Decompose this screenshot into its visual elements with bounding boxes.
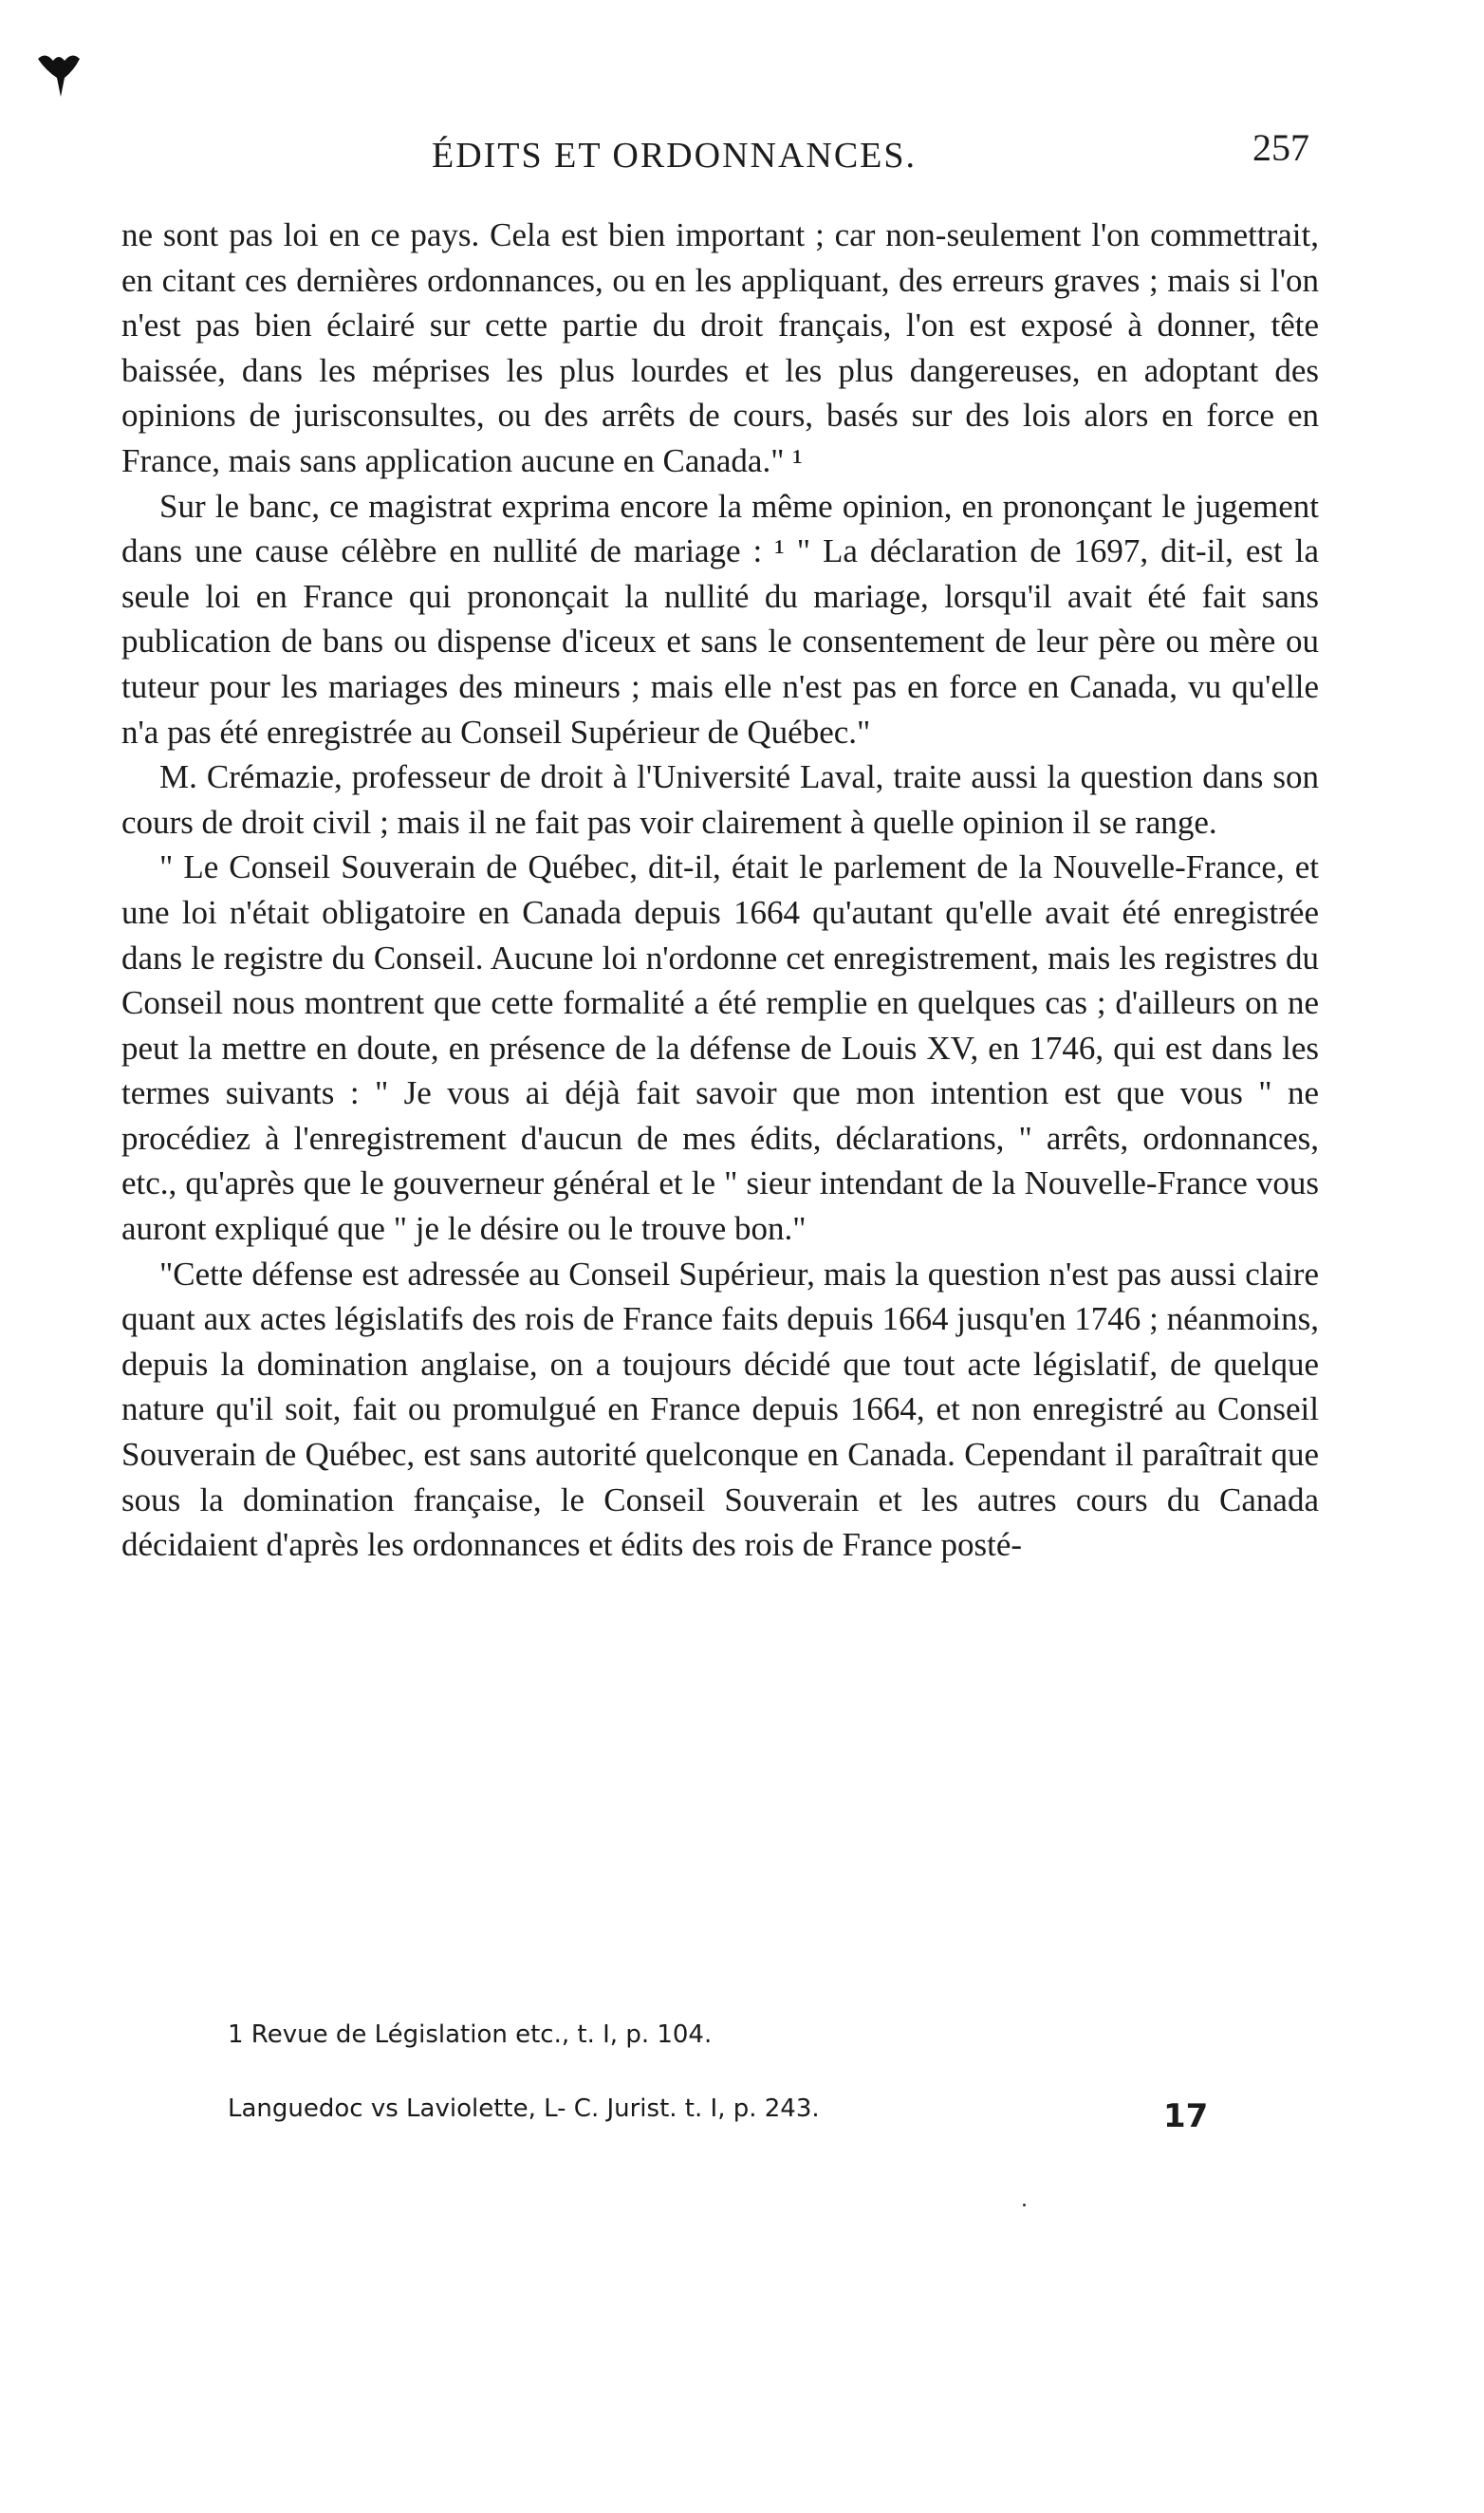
paragraph: " Le Conseil Souverain de Québec, dit-il, était le parlement de la Nouvelle-France, et une loi n'était obligatoire en Canada depuis 1664 qu'autant qu'elle avait été enregistrée dans le registre du Conseil. Aucune loi n'ordonne cet enregistrement, mais les registres du Conseil nous montrent que cette formalité a été remplie en quelques cas ; d'ailleurs on ne peut la mettre en doute, en présence de la défense de Louis XV, en 1746, qui est dans les termes suivants : " Je vous ai déjà fait savoir que mon intention est que vous " ne procédiez à l'enregistrement d'aucun de mes édits, déclarations, " arrêts, ordonnances, etc., qu'après que le gouverneur général et le " sieur intendant de la Nouvelle-France vous auront expliqué que " je le désire ou le trouve bon." <box>121 848 1319 1248</box>
page-number: 257 <box>1252 126 1309 169</box>
printer-ornament-icon <box>36 49 82 106</box>
running-head <box>142 126 1309 192</box>
paper-speck <box>1023 2204 1026 2206</box>
paragraph: M. Crémazie, professeur de droit à l'Université Laval, traite aussi la question dans son cours de droit civil ; mais il ne fait pas voir clairement à quelle opinion il se range. <box>121 758 1319 841</box>
paragraph: "Cette défense est adressée au Conseil Supérieur, mais la question n'est pas aussi claire quant aux actes législatifs des rois de France faits depuis 1664 jusqu'en 1746 ; néanmoins, depuis la domination anglaise, on a toujours décidé que tout acte législatif, de quelque nature qu'il soit, fait ou promulgué en France depuis 1664, et non enregistré au Conseil Souverain de Québec, est sans autorité quelconque en Canada. Cependant il paraîtrait que sous la domination française, le Conseil Souverain et les autres cours du Canada décidaient d'après les ordonnances et édits des rois de France posté- <box>121 1255 1319 1564</box>
paragraph: Sur le banc, ce magistrat exprima encore la même opinion, en prononçant le jugement dans une cause célèbre en nullité de mariage : ¹ " La déclaration de 1697, dit-il, est la seule loi en France qui prononçait la nullité du mariage, lorsqu'il avait été fait sans publication de bans ou dispense d'iceux et sans le consentement de leur père ou mère ou tuteur pour les mariages des mineurs ; mais elle n'est pas en force en Canada, vu qu'elle n'a pas été enregistrée au Conseil Supérieur de Québec." <box>121 487 1319 751</box>
body-text <box>121 213 1319 1568</box>
paragraph: ne sont pas loi en ce pays. Cela est bien important ; car non-seulement l'on commettrait, en citant ces dernières ordonnances, ou en les appliquant, des erreurs graves ; mais si l'on n'est pas bien éclairé sur cette partie du droit français, l'on est exposé à donner, tête baissée, dans les méprises les plus lourdes et les plus dangereuses, en adoptant des opinions de jurisconsultes, ou des arrêts de cours, basés sur des lois alors en force en France, mais sans application aucune en Canada." ¹ <box>121 216 1319 479</box>
running-title: ÉDITS ET ORDONNANCES. <box>432 136 918 176</box>
footnotes <box>228 2020 1177 2168</box>
footnote: 1 Revue de Législation etc., t. I, p. 104. <box>228 2020 713 2049</box>
signature-mark: 17 <box>1163 2097 1209 2135</box>
footnote: Languedoc vs Laviolette, L- C. Jurist. t. I, p. 243. <box>228 2094 820 2123</box>
